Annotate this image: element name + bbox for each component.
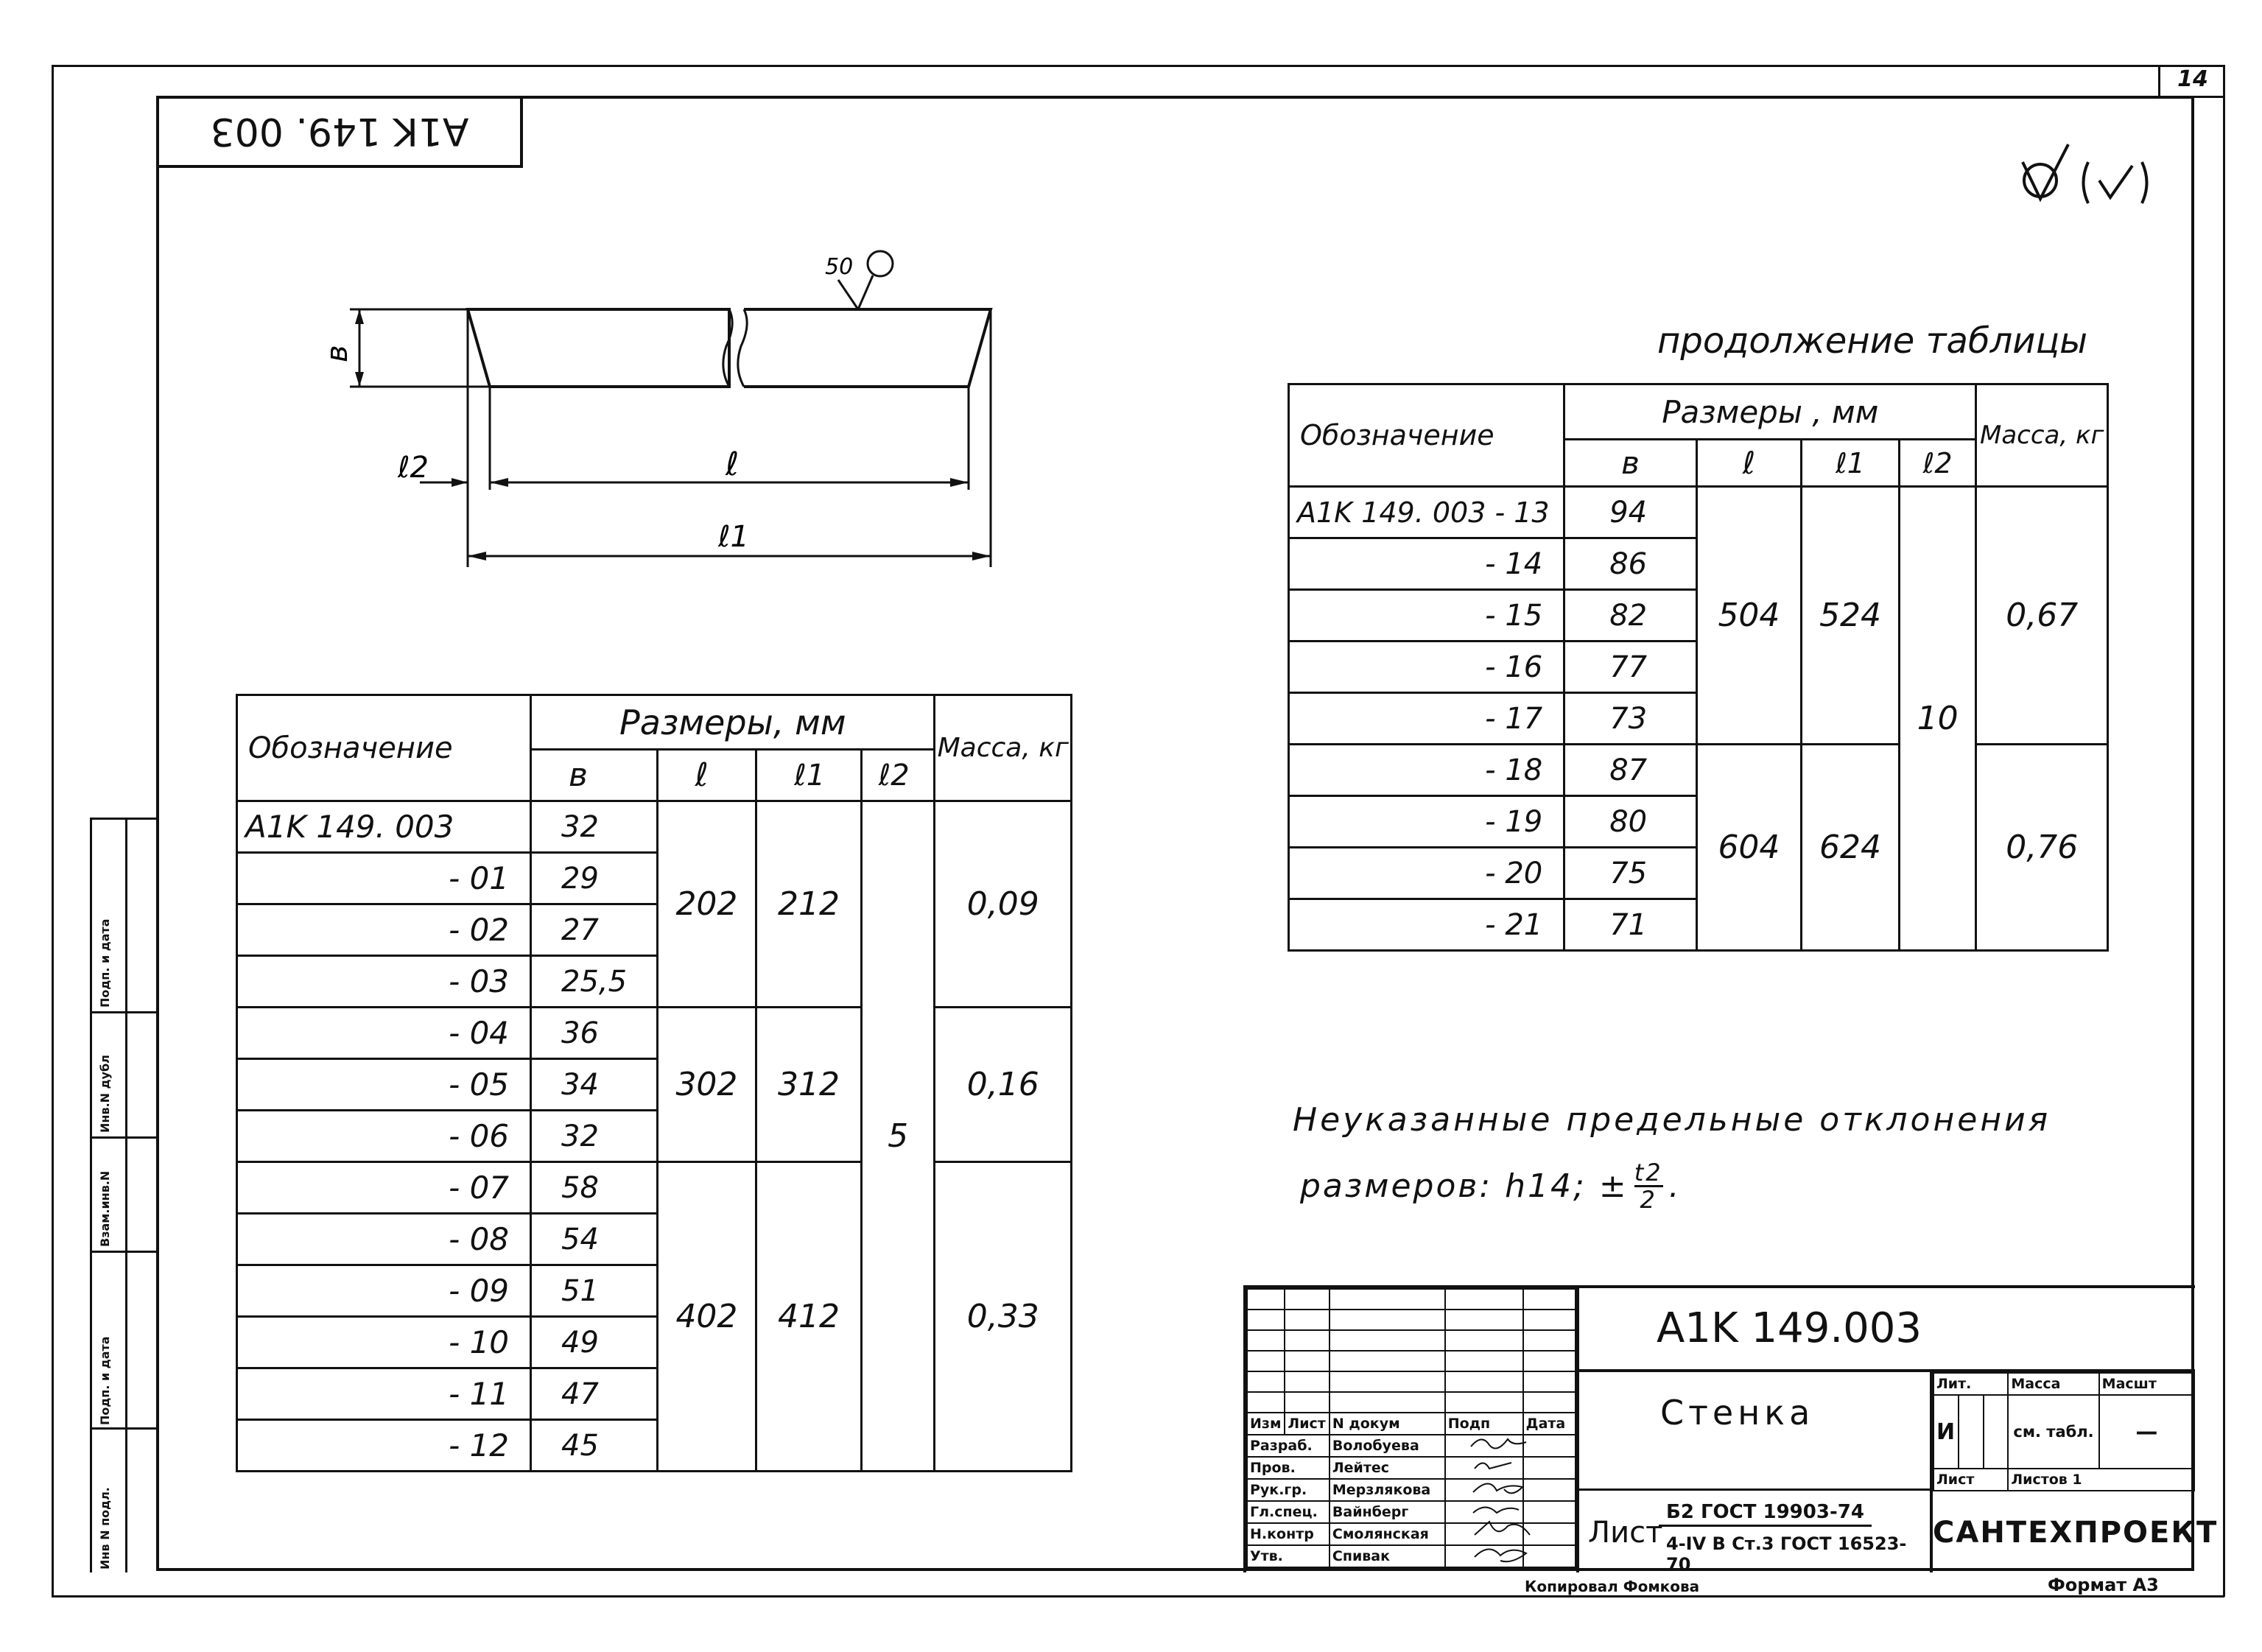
col-header-data: Дата [1523, 1413, 1576, 1435]
table-row-b: 29 [531, 853, 658, 904]
table-row-b: 94 [1564, 487, 1696, 538]
sheet-label: Лист [1933, 1469, 2008, 1491]
l2-value: 10 [1899, 487, 1976, 951]
roughness-value: 50 [825, 254, 854, 280]
table-row-b: 80 [1564, 796, 1696, 848]
sub-b: в [1564, 440, 1696, 487]
table-row-designation: - 06 [237, 1111, 531, 1162]
role-label: Н.контр [1247, 1523, 1330, 1545]
group-mass: 0,76 [1976, 745, 2108, 951]
sub-l1: ℓ1 [756, 750, 862, 801]
right-table [1288, 383, 2109, 952]
table-row-b: 45 [531, 1420, 658, 1472]
outer-frame-bottom [52, 1595, 2224, 1597]
group-mass: 0,33 [935, 1162, 1072, 1472]
role-label: Разраб. [1247, 1435, 1330, 1457]
note-line-1: Неуказанные предельные отклонения [1293, 1101, 2051, 1139]
table-row-b: 25,5 [531, 956, 658, 1008]
table-row-designation: - 19 [1289, 796, 1564, 848]
dim-l-label: ℓ [726, 446, 740, 483]
table-row-designation: A1K 149. 003 [237, 801, 531, 853]
sheets-label: Листов 1 [2008, 1469, 2194, 1491]
table-row-b: 73 [1564, 693, 1696, 745]
table-row-designation: - 11 [237, 1368, 531, 1420]
group-l1: 624 [1802, 745, 1900, 951]
stamp-code-box [159, 97, 523, 168]
group-l1: 312 [756, 1008, 862, 1162]
sub-l: ℓ [1696, 440, 1802, 487]
table-row-designation: - 05 [237, 1059, 531, 1111]
dim-l2-label: ℓ2 [398, 451, 429, 485]
group-l: 202 [657, 801, 756, 1008]
sub-l2: ℓ2 [861, 750, 935, 801]
table-row-b: 82 [1564, 590, 1696, 642]
table-row-b: 54 [531, 1214, 658, 1265]
side-stamp-inv-dubl: Инв.N дубл [98, 1055, 112, 1133]
material-bottom: 4-IV В Ст.3 ГОСТ 16523-70 [1666, 1533, 1907, 1575]
group-mass: 0,16 [935, 1008, 1072, 1162]
role-name: Вайнберг [1330, 1501, 1445, 1523]
table-row-b: 32 [531, 801, 658, 853]
group-mass: 0,09 [935, 801, 1072, 1008]
table-row-designation: - 01 [237, 853, 531, 904]
note-line-2-prefix: размеров: h14; ± [1300, 1167, 1629, 1205]
table-row-b: 58 [531, 1162, 658, 1214]
table-row-b: 47 [531, 1368, 658, 1420]
group-mass: 0,67 [1976, 487, 2108, 745]
left-table [236, 694, 1072, 1472]
header-designation: Обозначение [237, 695, 531, 801]
role-name: Смолянская [1330, 1523, 1445, 1545]
dim-l1-label: ℓ1 [718, 520, 749, 554]
sheet-number-box [2158, 65, 2225, 98]
table-row-designation: - 16 [1289, 642, 1564, 693]
table-row-designation: - 14 [1289, 538, 1564, 590]
col-header-n-dokum: N докум [1330, 1413, 1445, 1435]
table-row-designation: - 20 [1289, 848, 1564, 899]
signatures [1467, 1432, 1548, 1572]
table-row-designation: - 07 [237, 1162, 531, 1214]
sub-l2: ℓ2 [1899, 440, 1976, 487]
side-stamp [90, 818, 158, 1572]
table-row-designation: A1K 149. 003 - 13 [1289, 487, 1564, 538]
drawing-name: Стенка [1660, 1393, 1815, 1433]
mass-value: см. табл. [2008, 1395, 2098, 1469]
header-mass: Масса, кг [1976, 384, 2108, 487]
l2-value: 5 [861, 801, 935, 1472]
group-l: 302 [657, 1008, 756, 1162]
dim-b-label: в [320, 345, 354, 362]
role-name: Лейтес [1330, 1457, 1445, 1479]
table-row-b: 32 [531, 1111, 658, 1162]
note-fraction-den: 2 [1640, 1186, 1657, 1214]
title-name-cell [1579, 1372, 1933, 1491]
col-header-list: Лист [1285, 1413, 1329, 1435]
group-l: 504 [1696, 487, 1802, 745]
drawing-code: A1K 149.003 [1657, 1304, 1922, 1352]
role-name: Волобуева [1330, 1435, 1445, 1457]
table-row-b: 34 [531, 1059, 658, 1111]
header-designation: Обозначение [1289, 384, 1564, 487]
sub-b: в [531, 750, 658, 801]
table-row-b: 51 [531, 1265, 658, 1317]
stamp-code: A1K 149. 003 [210, 109, 469, 153]
note-fraction-num: t2 [1634, 1159, 1663, 1187]
group-l: 604 [1696, 745, 1802, 951]
outer-frame-right [2223, 65, 2225, 1597]
table-row-designation: - 15 [1289, 590, 1564, 642]
table-continuation-caption: продолжение таблицы [1657, 320, 2088, 362]
sub-l1: ℓ1 [1802, 440, 1900, 487]
group-l1: 412 [756, 1162, 862, 1472]
role-label: Гл.спец. [1247, 1501, 1330, 1523]
lit-value: И [1933, 1395, 1959, 1469]
roughness-mark [2018, 140, 2158, 219]
table-row-designation: - 04 [237, 1008, 531, 1059]
outer-frame-left [52, 65, 54, 1597]
table-row-b: 36 [531, 1008, 658, 1059]
role-label: Рук.гр. [1247, 1479, 1330, 1501]
sub-l: ℓ [657, 750, 756, 801]
mass-header: Масса [2008, 1373, 2098, 1395]
note-fraction [1634, 1160, 1663, 1212]
table-row-b: 49 [531, 1317, 658, 1368]
table-row-designation: - 12 [237, 1420, 531, 1472]
table-row-designation: - 02 [237, 904, 531, 956]
lit-header: Лит. [1933, 1373, 2008, 1395]
title-material-cell [1579, 1491, 1933, 1575]
roughness-symbol-icon [2018, 140, 2158, 206]
material-top: Б2 ГОСТ 19903-74 [1659, 1501, 1872, 1527]
side-stamp-vzam-inv: Взам.инв.N [98, 1170, 112, 1247]
scale-value: — [2099, 1395, 2194, 1469]
table-row-designation: - 18 [1289, 745, 1564, 796]
table-row-designation: - 09 [237, 1265, 531, 1317]
outer-frame-top [52, 65, 2224, 67]
role-label: Пров. [1247, 1457, 1330, 1479]
role-name: Спивак [1330, 1545, 1445, 1567]
table-row-designation: - 03 [237, 956, 531, 1008]
note-line-2: размеров: h14; ± $\frac{t2}{2}$ . [1300, 1159, 1682, 1214]
sheet-number: 14 [2177, 66, 2208, 92]
col-header-podp: Подп [1445, 1413, 1523, 1435]
copied-by: Копировал Фомкова [1525, 1578, 1700, 1595]
table-row-b: 77 [1564, 642, 1696, 693]
group-l: 402 [657, 1162, 756, 1472]
material-label: Лист [1588, 1516, 1663, 1550]
header-sizes: Размеры , мм [1564, 384, 1976, 440]
table-row-b: 75 [1564, 848, 1696, 899]
organization: САНТЕХПРОЕКТ [1933, 1516, 2219, 1550]
title-code-row [1579, 1288, 2195, 1372]
table-row-designation: - 21 [1289, 899, 1564, 951]
title-lit-mass-scale [1933, 1372, 2195, 1491]
side-stamp-inv-podl: Инв N подл. [98, 1487, 112, 1570]
col-header-izm: Изм [1247, 1413, 1285, 1435]
group-l1: 212 [756, 801, 862, 1008]
table-row-b: 71 [1564, 899, 1696, 951]
sheet-format: Формат А3 [2048, 1575, 2159, 1595]
table-row-designation: - 08 [237, 1214, 531, 1265]
role-name: Мерзлякова [1330, 1479, 1445, 1501]
title-block [1243, 1285, 2219, 1575]
group-l1: 524 [1802, 487, 1900, 745]
side-stamp-podp-data: Подп. и дата [98, 1336, 112, 1425]
table-row-b: 86 [1564, 538, 1696, 590]
side-stamp-podp-data-2: Подп. и дата [98, 918, 112, 1008]
role-label: Утв. [1247, 1545, 1330, 1567]
header-mass: Масса, кг [935, 695, 1072, 801]
table-row-b: 87 [1564, 745, 1696, 796]
table-row-designation: - 10 [237, 1317, 531, 1368]
table-row-designation: - 17 [1289, 693, 1564, 745]
table-row-b: 27 [531, 904, 658, 956]
part-drawing [309, 243, 1031, 582]
header-sizes: Размеры, мм [531, 695, 935, 750]
scale-header: Масшт [2099, 1373, 2194, 1395]
